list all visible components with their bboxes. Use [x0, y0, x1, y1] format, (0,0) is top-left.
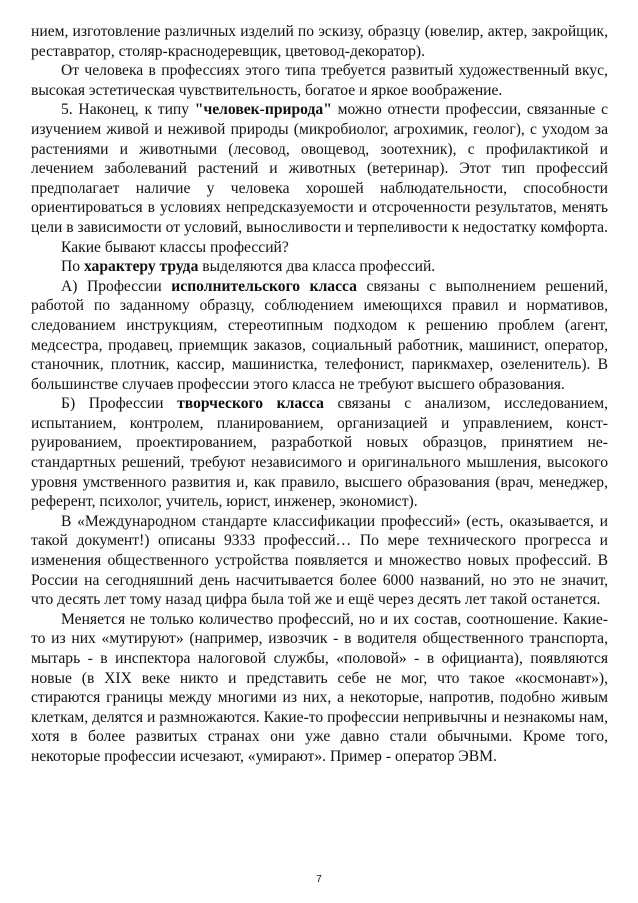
paragraph: [31, 22, 608, 61]
page-number: 7: [316, 874, 322, 885]
text-run: можно отнести профессии, связанные с изучением живой и неживой природы (микробиолог, агрохимик, геолог), с уходом за растениями и животными (лесовод, овощевод, зоотехник), с профилактикой и лечением заболеваний растений и животных (ветеринар). Этот тип профессий предполагает наличие у человека хорошей наблюдательности, способности ориентироваться в условиях непредсказуемости и отсроченности результатов, менять цели в зависимости от условий, выносливости и терпеливости к недостатку комфорта.: [31, 101, 608, 236]
text-run: нием, изготовление различных изделий по эскизу, образцу (ювелир, актер, закройщик, реставратор, столяр-краснодеревщик, цветовод-декоратор).: [31, 23, 608, 60]
text-run: От человека в профессиях этого типа требуется развитый художественный вкус, высокая эстетическая чувствительность, богатое и яркое воображение.: [31, 62, 608, 99]
text-run: связаны с анализом, исследованием, испытанием, контролем, планированием, организацией и управлением, конструированием, проектированием, разработкой новых образцов, принятием нестандартных решений, требуют независимого и оригинального мышления, высокого уровня умственного развития и, как правило, высшего образования (врач, менеджер, референт, психолог, учитель, юрист, инженер, экономист).: [31, 395, 608, 511]
bold-term: творческого класса: [177, 395, 324, 413]
paragraph: [31, 238, 608, 258]
body-text: [31, 22, 608, 767]
text-run: По: [61, 258, 84, 276]
paragraph: [31, 610, 608, 767]
paragraph: [31, 394, 608, 512]
paragraph: [31, 277, 608, 395]
text-run: Меняется не только количество профессий, но и их состав, соотношение. Какие-то из них «мутируют» (например, извозчик - в водителя общественного транспорта, мытарь - в инспектора налоговой службы, «половой» - в официанта), появляются новые (в XIX веке никто и представить себе не мог, что такое «космонавт»), стираются границы между многими из них, а некоторые, напротив, подобно живым клеткам, делятся и размножаются. Какие-то профессии непривычны и незнакомы нам, хотя в более развитых странах они уже давно стали обычными. Кроме того, некоторые профессии исчезают, «умирают». Пример - оператор ЭВМ.: [31, 610, 608, 765]
text-run: 5. Наконец, к типу: [61, 101, 195, 119]
text-run: связаны с выполнением решений, работой по заданному образцу, соблюдением имеющихся правил и нормативов, следованием инструкциям, стереотипным подходом к решению проблем (агент, медсестра, продавец, приемщик заказов, социальный работник, машинист, оператор, станочник, плотник, кассир, машинистка, телефонист, парикмахер, озеленитель). В большинстве случаев профессии этого класса не требуют высшего образования.: [31, 277, 608, 393]
bold-term: характеру труда: [83, 258, 199, 276]
paragraph: [31, 61, 608, 100]
paragraph: [31, 100, 608, 237]
text-run: Б) Профессии: [61, 395, 178, 413]
text-run: выделяются два класса профессий.: [198, 258, 436, 276]
text-run: Какие бывают классы профессий?: [61, 238, 289, 256]
text-run: В «Международном стандарте классификации профессий» (есть, оказывается, и такой документ!) описаны 9333 профессий… По мере технического прогресса и изменения общественного устройства появляется и множество новых профессий. В России на сегодняшний день насчитывается более 6000 названий, но это не значит, что десять лет тому назад цифра была той же и ещё через десять лет такой останется.: [31, 512, 608, 609]
bold-term: "человек-природа": [194, 101, 332, 119]
paragraph: [31, 257, 608, 277]
text-run: А) Профессии: [61, 277, 172, 295]
bold-term: исполнительского класса: [171, 277, 357, 295]
paragraph: [31, 512, 608, 610]
